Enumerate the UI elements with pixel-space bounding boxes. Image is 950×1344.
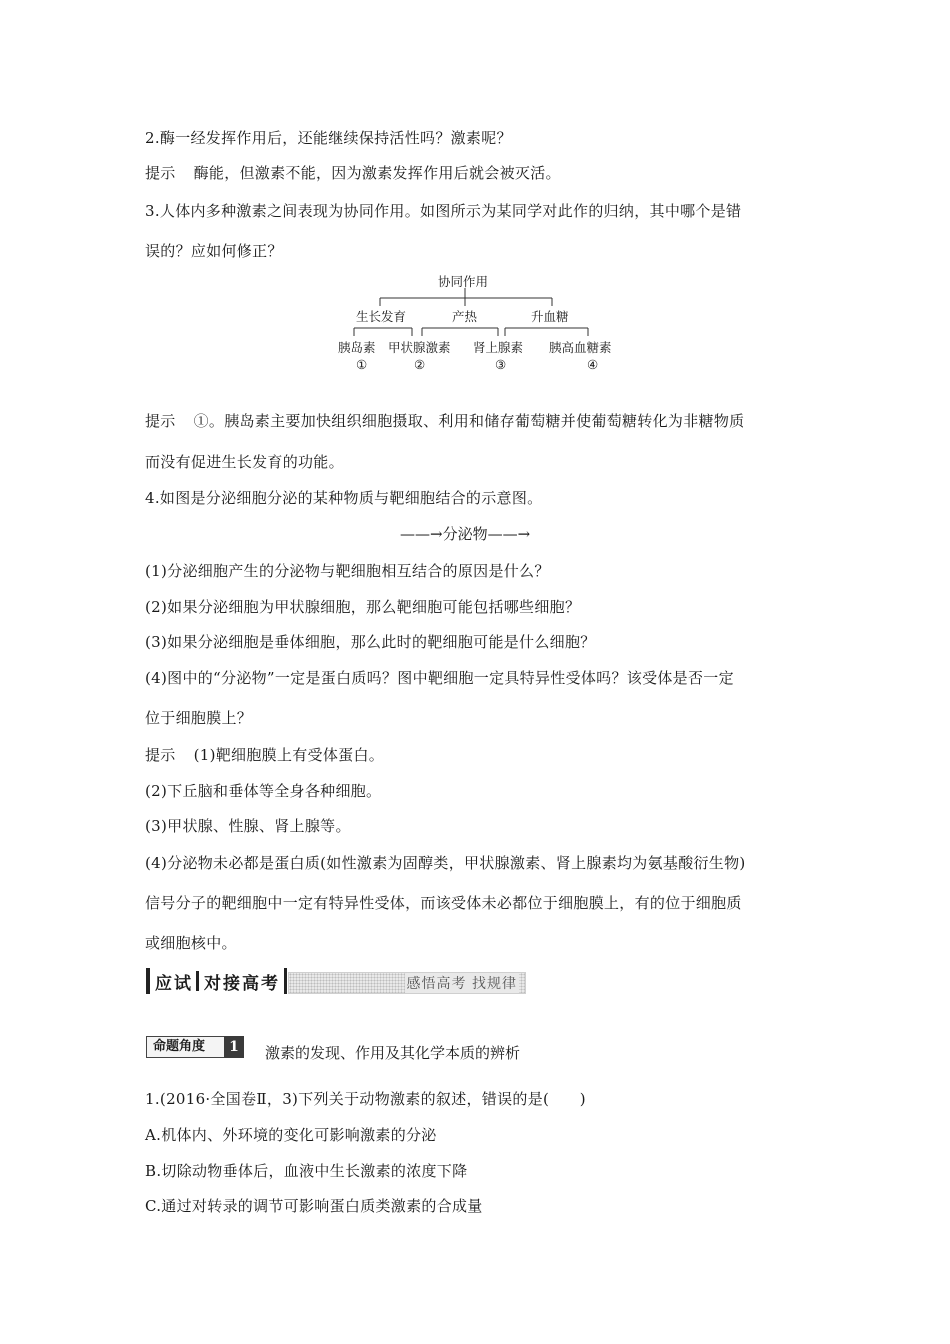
group-blood-sugar: 升血糖 — [531, 309, 569, 324]
number-3: ③ — [495, 357, 507, 372]
topic-number: 1 — [224, 1036, 244, 1058]
exam-option-b: B.切除动物垂体后，血液中生长激素的浓度下降 — [145, 1162, 468, 1180]
banner-separator — [196, 971, 199, 991]
sub-question-4-line-1: (4)图中的“分泌物”一定是蛋白质吗？图中靶细胞一定具特异性受体吗？该受体是否一定 — [145, 669, 734, 687]
hint-label: 提示 — [145, 746, 176, 764]
banner-title — [146, 968, 287, 994]
banner-title-a: 应试 — [155, 974, 193, 994]
banner-subtitle-box — [288, 972, 526, 994]
topic-label: 命题角度 — [146, 1036, 230, 1058]
hint-4-answer-4-line-2: 信号分子的靶细胞中一定有特异性受体，而该受体未必都位于细胞膜上，有的位于细胞质 — [145, 894, 742, 912]
topic-title: 激素的发现、作用及其化学本质的辨析 — [265, 1044, 521, 1062]
hint-4-answer-4-line-3: 或细胞核中。 — [145, 934, 237, 952]
question-3-line-2: 误的？应如何修正？ — [145, 242, 283, 260]
section-banner — [146, 966, 526, 996]
banner-title-b: 对接高考 — [204, 974, 280, 994]
question-2: 2.酶一经发挥作用后，还能继续保持活性吗？激素呢？ — [145, 129, 512, 147]
sub-question-1: (1)分泌细胞产生的分泌物与靶细胞相互结合的原因是什么？ — [145, 562, 550, 580]
exam-option-c: C.通过对转录的调节可影响蛋白质类激素的合成量 — [145, 1197, 483, 1215]
group-heat: 产热 — [452, 309, 478, 324]
diagram-root: 协同作用 — [438, 274, 489, 289]
secretion-arrow: ——→分泌物——→ — [400, 525, 531, 543]
hint-4-answer-3: (3)甲状腺、性腺、肾上腺等。 — [145, 817, 351, 835]
hormone-glucagon: 胰高血糖素 — [549, 340, 612, 355]
banner-subtitle: 感悟高考 找规律 — [405, 973, 519, 993]
hormone-thyroxine: 甲状腺激素 — [388, 340, 451, 355]
exam-question: 1.(2016·全国卷Ⅱ，3)下列关于动物激素的叙述，错误的是( ) — [145, 1090, 586, 1108]
question-4: 4.如图是分泌细胞分泌的某种物质与靶细胞结合的示意图。 — [145, 489, 543, 507]
hormone-adrenaline: 肾上腺素 — [473, 340, 524, 355]
number-1: ① — [356, 357, 368, 372]
exam-option-a: A.机体内、外环境的变化可影响激素的分泌 — [145, 1126, 437, 1144]
sub-question-4-line-2: 位于细胞膜上？ — [145, 709, 253, 727]
number-4: ④ — [587, 357, 599, 372]
hint-label: 提示 — [145, 412, 176, 430]
hint-text: 酶能，但激素不能，因为激素发挥作用后就会被灭活。 — [193, 164, 561, 182]
hint-3-line-2: 而没有促进生长发育的功能。 — [145, 453, 344, 471]
hint-2 — [145, 162, 561, 183]
group-growth: 生长发育 — [356, 309, 407, 324]
number-2: ② — [414, 357, 426, 372]
synergy-diagram — [330, 270, 630, 380]
hormone-insulin: 胰岛素 — [338, 340, 376, 355]
sub-question-3: (3)如果分泌细胞是垂体细胞，那么此时的靶细胞可能是什么细胞？ — [145, 633, 596, 651]
hint-4-answer-1 — [145, 744, 384, 765]
hint-3-line-1 — [145, 410, 744, 431]
hint-text: ①。胰岛素主要加快组织细胞摄取、利用和储存葡萄糖并使葡萄糖转化为非糖物质 — [193, 412, 745, 430]
hint-text: (1)靶细胞膜上有受体蛋白。 — [193, 746, 385, 764]
hint-label: 提示 — [145, 164, 176, 182]
hint-4-answer-2: (2)下丘脑和垂体等全身各种细胞。 — [145, 782, 382, 800]
question-3-line-1: 3.人体内多种激素之间表现为协同作用。如图所示为某同学对此作的归纳，其中哪个是错 — [145, 202, 742, 220]
sub-question-2: (2)如果分泌细胞为甲状腺细胞，那么靶细胞可能包括哪些细胞？ — [145, 598, 581, 616]
hint-4-answer-4-line-1: (4)分泌物未必都是蛋白质(如性激素为固醇类，甲状腺激素、肾上腺素均为氨基酸衍生物) — [145, 854, 746, 872]
